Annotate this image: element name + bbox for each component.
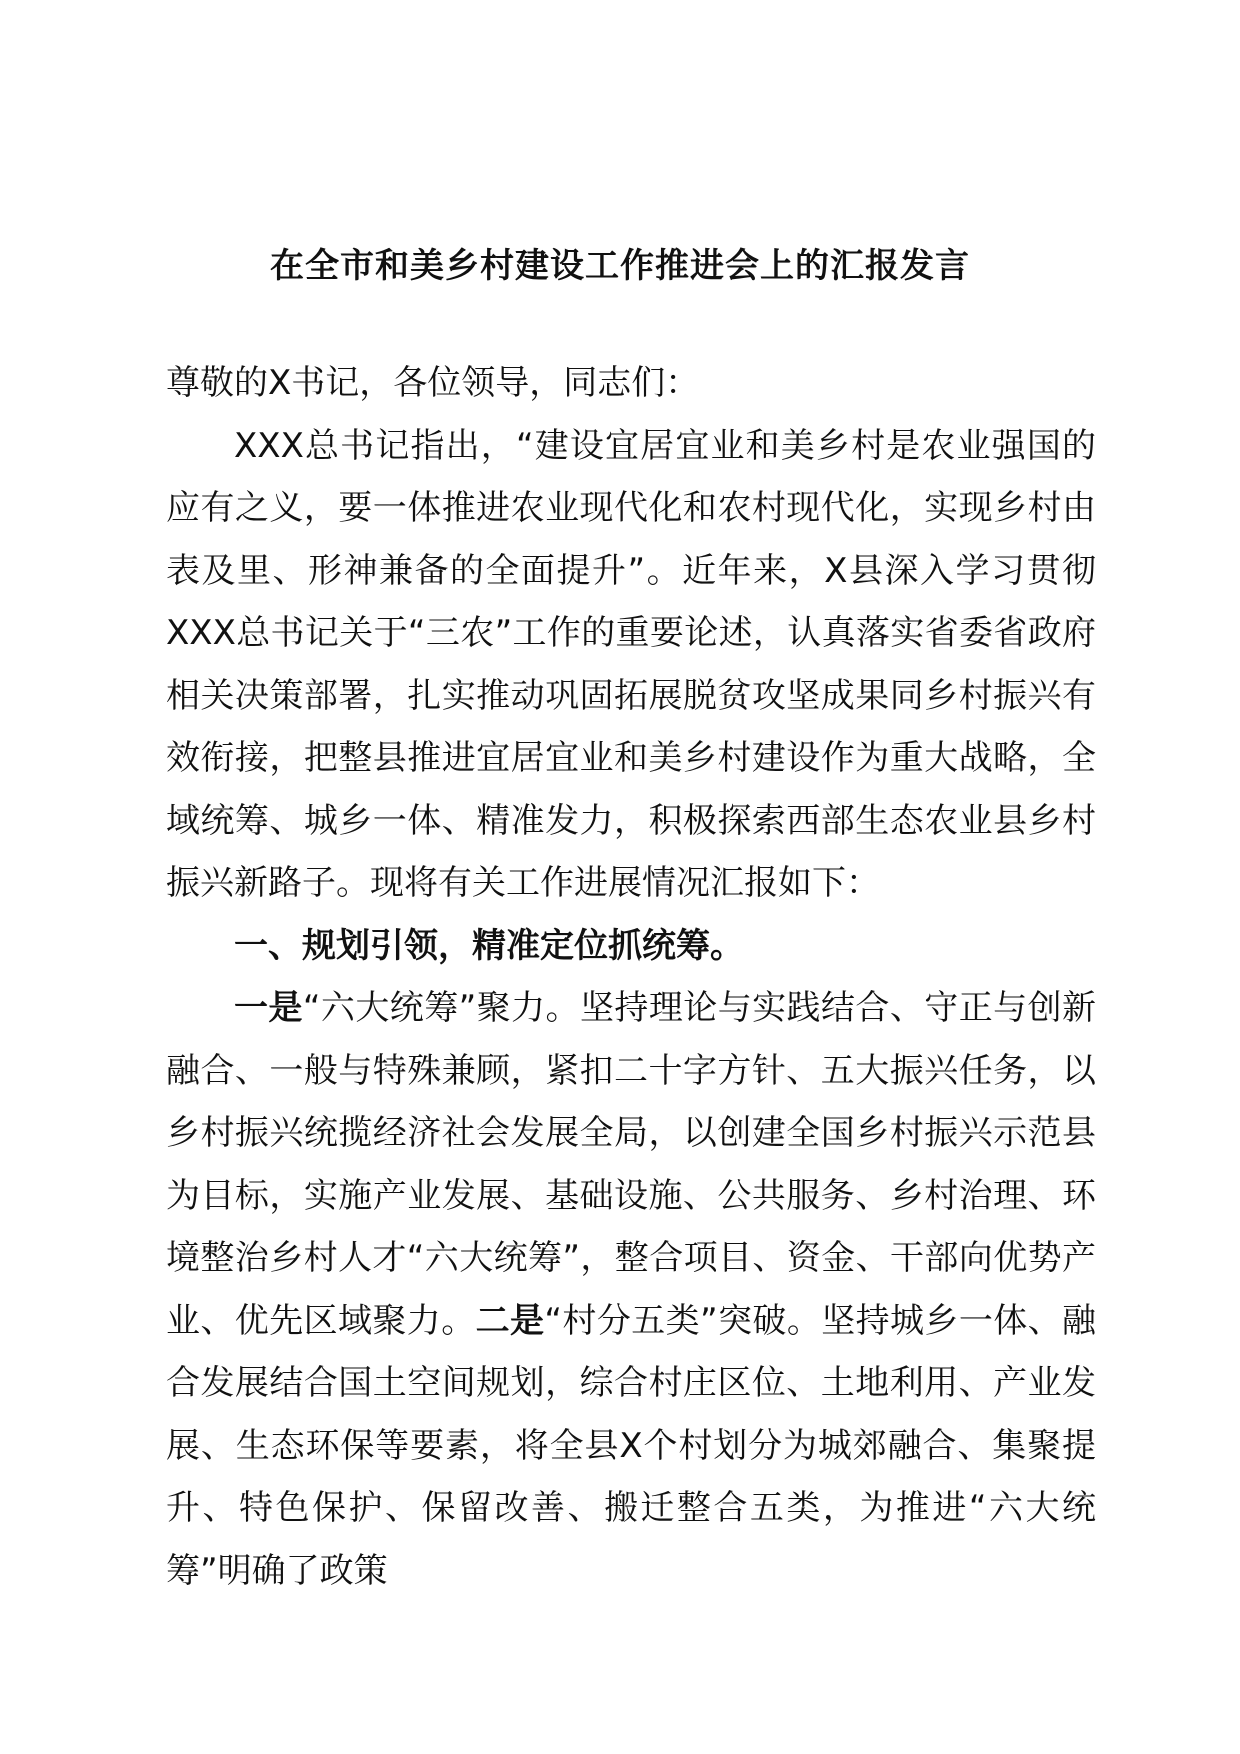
point-label-2: 二是: [475, 1300, 545, 1341]
document-body: [166, 352, 1096, 1602]
point-text-1: “六大统筹”聚力。坚持理论与实践结合、守正与创新融合、一般与特殊兼顾，紧扣二十字方针、五大振兴任务，以乡村振兴统揽经济社会发展全局，以创建全国乡村振兴示范县为目标，实施产业发展、基础设施、公共服务、乡村治理、环境整治乡村人才“六大统筹”，整合项目、资金、干部向优势产业、优先区域聚力。: [166, 988, 1097, 1341]
point-text-2: “村分五类”突破。坚持城乡一体、融合发展结合国土空间规划，综合村庄区位、土地利用、产业发展、生态环保等要素，将全县X个村划分为城郊融合、集聚提升、特色保护、保留改善、搬迁整合五类，为推进“六大统筹”明确了政策: [166, 1300, 1097, 1591]
section-1-paragraph: [166, 977, 1096, 1602]
section-heading-1: 一、规划引领，精准定位抓统筹。: [234, 925, 744, 966]
intro-paragraph: XXX总书记指出，“建设宜居宜业和美乡村是农业强国的应有之义，要一体推进农业现代化和农村现代化，实现乡村由表及里、形神兼备的全面提升”。近年来，X县深入学习贯彻XXX总书记关于“三农”工作的重要论述，认真落实省委省政府相关决策部署，扎实推动巩固拓展脱贫攻坚成果同乡村振兴有效衔接，把整县推进宜居宜业和美乡村建设作为重大战略，全域统筹、城乡一体、精准发力，积极探索西部生态农业县乡村振兴新路子。现将有关工作进展情况汇报如下：: [166, 425, 1096, 903]
greeting-line: 尊敬的X书记，各位领导，同志们：: [166, 363, 700, 403]
document-title: 在全市和美乡村建设工作推进会上的汇报发言: [270, 246, 970, 286]
point-label-1: 一是: [234, 988, 303, 1028]
